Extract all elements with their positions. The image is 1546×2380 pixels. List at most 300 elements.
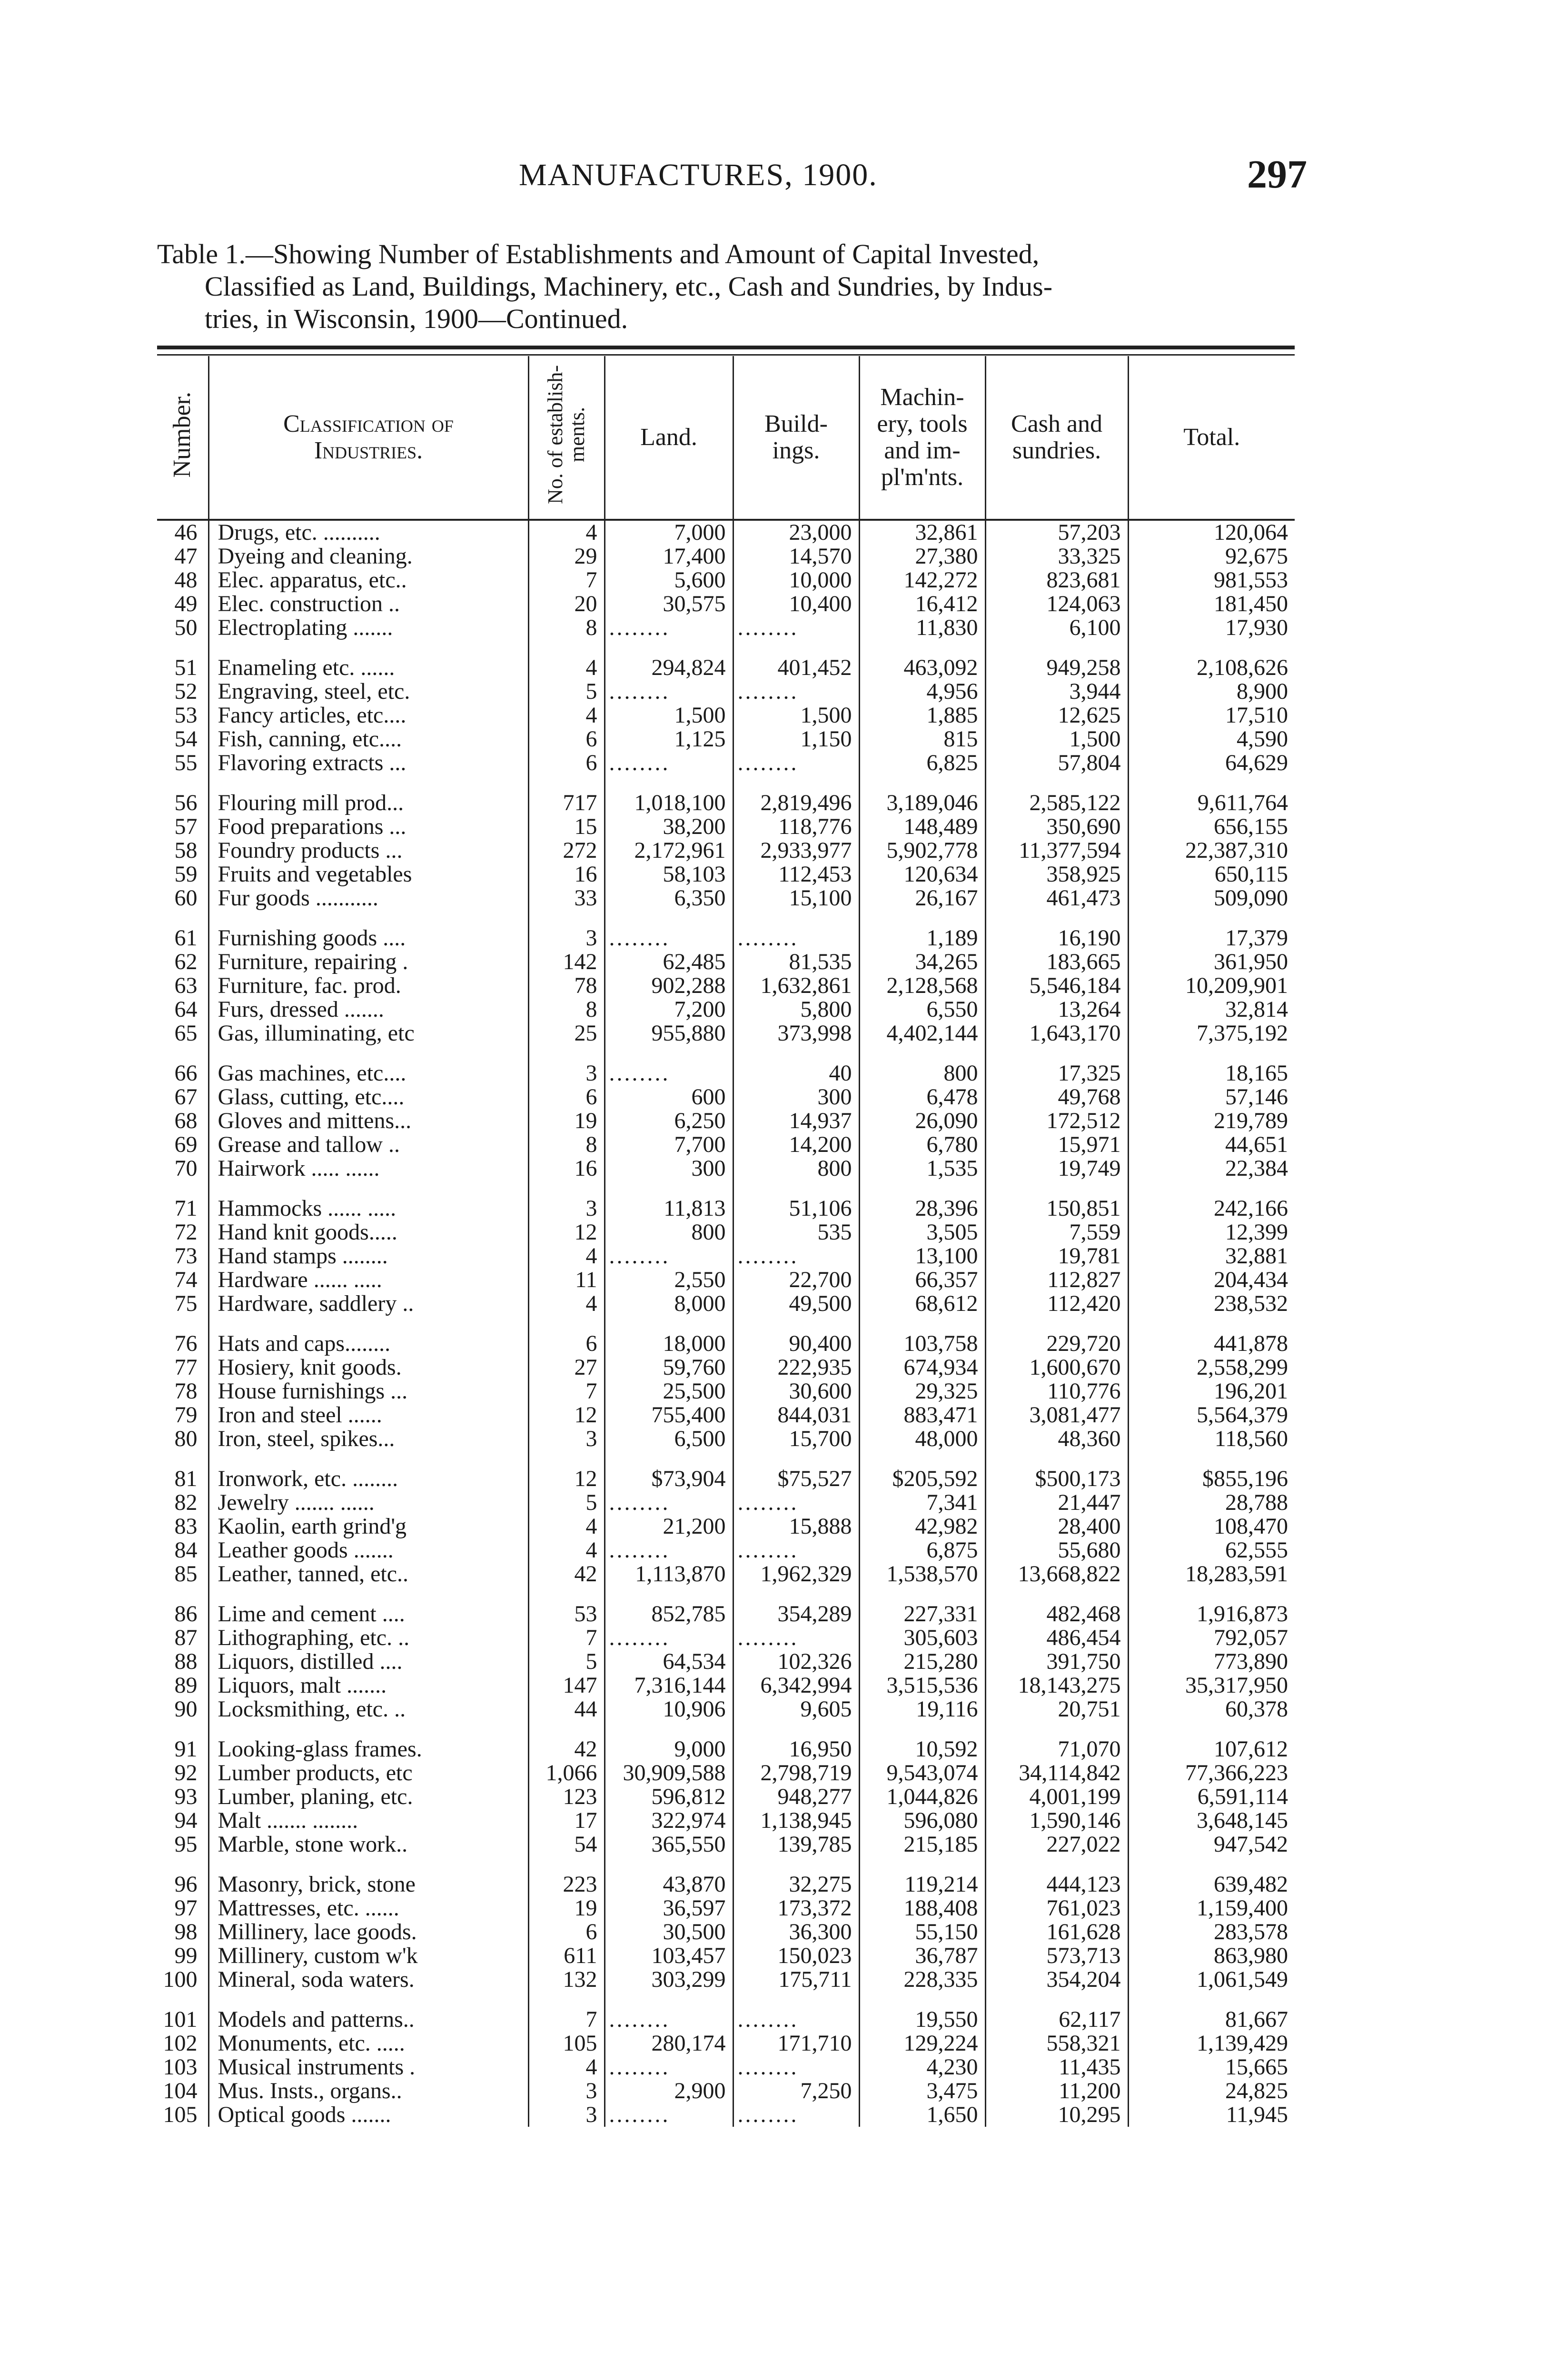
row-number: 48 [174,568,198,592]
cash-value: 18,143,275 [985,1674,1128,1697]
table-row [157,1896,1295,1920]
cash-value: 761,023 [985,1896,1128,1920]
establishments: 3 [528,910,605,950]
cash-value: 3,081,477 [985,1403,1128,1427]
col-classification-header: Classification of Industries. [208,356,528,520]
land-value: 1,113,870 [605,1562,733,1586]
table-row [157,1538,1295,1562]
row-number: 102 [163,2032,198,2055]
buildings-value: 2,798,719 [733,1761,859,1785]
total-value: 2,108,626 [1128,640,1295,680]
machinery-value: 4,402,144 [859,1021,985,1045]
establishments: 4 [528,1244,605,1268]
row-number: 99 [174,1944,198,1968]
table-row [157,1021,1295,1045]
cash-value: 7,559 [985,1220,1128,1244]
land-value: 1,500 [605,704,733,727]
buildings-value: 7,250 [733,2079,859,2103]
table-row [157,1697,1295,1721]
cash-value: 17,325 [985,1045,1128,1085]
establishments: 8 [528,1133,605,1157]
total-value: 9,611,764 [1128,775,1295,815]
land-value: 955,880 [605,1021,733,1045]
buildings-value: $75,527 [733,1451,859,1491]
industry-name: Dyeing and cleaning. [208,545,528,568]
machinery-value: 32,861 [859,520,985,545]
land-value: 58,103 [605,863,733,886]
land-value: 300 [605,1157,733,1180]
establishments: 223 [528,1856,605,1896]
col-machinery-header: Machin- ery, tools and im- pl'm'nts. [859,356,985,520]
land-value: ........ [605,2055,733,2079]
land-value: 36,597 [605,1896,733,1920]
table-row [157,775,1295,815]
industry-name: Leather goods ....... [208,1538,528,1562]
total-value: 64,629 [1128,751,1295,775]
land-value: 303,299 [605,1968,733,1992]
industry-name: Hammocks ...... ..... [208,1180,528,1220]
total-value: 242,166 [1128,1180,1295,1220]
buildings-value: 15,888 [733,1515,859,1538]
buildings-value: 401,452 [733,640,859,680]
page-number: 297 [1247,152,1307,197]
land-value: 2,550 [605,1268,733,1292]
total-value: 22,387,310 [1128,839,1295,863]
row-number: 78 [174,1379,198,1403]
industry-name: Mattresses, etc. ...... [208,1896,528,1920]
col-land-header: Land. [605,356,733,520]
cash-value: 558,321 [985,2032,1128,2055]
establishments: 3 [528,1427,605,1451]
total-value: 57,146 [1128,1085,1295,1109]
industry-name: Furnishing goods .... [208,910,528,950]
table-row [157,1992,1295,2032]
land-value: 9,000 [605,1721,733,1761]
total-value: 28,788 [1128,1491,1295,1515]
total-value: 17,379 [1128,910,1295,950]
machinery-value: 305,603 [859,1626,985,1650]
establishments: 4 [528,2055,605,2079]
row-number: 66 [174,1061,198,1085]
industry-name: Fancy articles, etc.... [208,704,528,727]
land-value: 62,485 [605,950,733,974]
establishments: 4 [528,640,605,680]
land-value: 103,457 [605,1944,733,1968]
table-row [157,1920,1295,1944]
table-row [157,1268,1295,1292]
cash-value: 444,123 [985,1856,1128,1896]
establishments: 105 [528,2032,605,2055]
row-number: 61 [174,925,198,950]
establishments: 7 [528,1379,605,1403]
row-number: 97 [174,1896,198,1920]
row-number: 76 [174,1331,198,1356]
industry-name: Foundry products ... [208,839,528,863]
land-value: 596,812 [605,1785,733,1809]
industry-name: Fruits and vegetables [208,863,528,886]
machinery-value: 3,189,046 [859,775,985,815]
buildings-value: ........ [733,1992,859,2032]
machinery-value: 1,189 [859,910,985,950]
total-value: 2,558,299 [1128,1356,1295,1379]
machinery-value: 26,167 [859,886,985,910]
table-row [157,568,1295,592]
col-cash-header: Cash and sundries. [985,356,1128,520]
col-total-header: Total. [1128,356,1295,520]
machinery-value: 9,543,074 [859,1761,985,1785]
industry-name: Kaolin, earth grind'g [208,1515,528,1538]
cash-value: 19,749 [985,1157,1128,1180]
caption-line-1: Table 1.—Showing Number of Establishments and Amount of Capital Invested, [157,238,1040,269]
total-value: 81,667 [1128,1992,1295,2032]
machinery-value: 36,787 [859,1944,985,1968]
table-row [157,592,1295,616]
total-value: 62,555 [1128,1538,1295,1562]
industry-name: Musical instruments . [208,2055,528,2079]
industry-name: Furniture, repairing . [208,950,528,974]
buildings-value: 1,632,861 [733,974,859,998]
industry-name: Food preparations ... [208,815,528,839]
row-number: 47 [174,545,198,568]
table-row [157,1109,1295,1133]
establishments: 132 [528,1968,605,1992]
row-number: 92 [174,1761,198,1785]
land-value: ........ [605,2103,733,2127]
page-header [0,152,1546,209]
buildings-value: 535 [733,1220,859,1244]
establishments: 4 [528,704,605,727]
machinery-value: $205,592 [859,1451,985,1491]
machinery-value: 120,634 [859,863,985,886]
machinery-value: 6,478 [859,1085,985,1109]
machinery-value: 34,265 [859,950,985,974]
cash-value: 4,001,199 [985,1785,1128,1809]
cash-value: 15,971 [985,1133,1128,1157]
establishments: 5 [528,1650,605,1674]
machinery-value: 42,982 [859,1515,985,1538]
establishments: 3 [528,2103,605,2127]
establishments: 29 [528,545,605,568]
total-value: 17,930 [1128,616,1295,640]
land-value: 38,200 [605,815,733,839]
col-establishments-header: No. of establish- ments. [528,356,605,520]
establishments: 78 [528,974,605,998]
cash-value: 150,851 [985,1180,1128,1220]
land-value: 7,700 [605,1133,733,1157]
cash-value: 949,258 [985,640,1128,680]
land-value: 800 [605,1220,733,1244]
buildings-value: ........ [733,751,859,775]
row-number: 93 [174,1785,198,1809]
buildings-value: ........ [733,1491,859,1515]
land-value: ........ [605,1491,733,1515]
table-row [157,1316,1295,1356]
machinery-value: 1,885 [859,704,985,727]
total-value: 947,542 [1128,1833,1295,1856]
buildings-value: 354,289 [733,1586,859,1626]
industry-name: Monuments, etc. ..... [208,2032,528,2055]
establishments: 33 [528,886,605,910]
establishments: 5 [528,1491,605,1515]
industry-name: Engraving, steel, etc. [208,680,528,704]
table-row [157,1856,1295,1896]
row-number: 87 [174,1626,198,1650]
buildings-value: 32,275 [733,1856,859,1896]
land-value: ........ [605,616,733,640]
table-row [157,950,1295,974]
machinery-value: 11,830 [859,616,985,640]
industry-name: Millinery, custom w'k [208,1944,528,1968]
machinery-value: 19,116 [859,1697,985,1721]
buildings-value: ........ [733,2055,859,2079]
industry-name: Gloves and mittens... [208,1109,528,1133]
cash-value: 57,804 [985,751,1128,775]
cash-value: 62,117 [985,1992,1128,2032]
total-value: 1,061,549 [1128,1968,1295,1992]
header-row [157,356,1295,520]
buildings-value: 30,600 [733,1379,859,1403]
machinery-value: 6,825 [859,751,985,775]
row-number: 86 [174,1601,198,1626]
industry-name: Mus. Insts., organs.. [208,2079,528,2103]
total-value: 196,201 [1128,1379,1295,1403]
total-value: $855,196 [1128,1451,1295,1491]
establishments: 19 [528,1896,605,1920]
land-value: 280,174 [605,2032,733,2055]
land-value: 30,500 [605,1920,733,1944]
establishments: 16 [528,1157,605,1180]
total-value: 656,155 [1128,815,1295,839]
cash-value: 33,325 [985,545,1128,568]
industry-name: Liquors, malt ....... [208,1674,528,1697]
cash-value: 823,681 [985,568,1128,592]
row-number: 74 [174,1268,198,1292]
buildings-value: 16,950 [733,1721,859,1761]
machinery-value: 3,515,536 [859,1674,985,1697]
total-value: 10,209,901 [1128,974,1295,998]
table-row [157,520,1295,545]
table-row [157,1674,1295,1697]
industry-name: Marble, stone work.. [208,1833,528,1856]
buildings-value: 5,800 [733,998,859,1021]
table-row [157,2032,1295,2055]
machinery-value: 6,550 [859,998,985,1021]
row-number: 50 [174,616,198,640]
total-value: 238,532 [1128,1292,1295,1316]
land-value: ........ [605,751,733,775]
table-row [157,680,1295,704]
table-row [157,1626,1295,1650]
land-value: 6,350 [605,886,733,910]
caption-line-2: Classified as Land, Buildings, Machinery, etc., Cash and Sundries, by Indus- [205,271,1053,302]
buildings-value: 49,500 [733,1292,859,1316]
cash-value: $500,173 [985,1451,1128,1491]
establishments: 54 [528,1833,605,1856]
total-value: 32,881 [1128,1244,1295,1268]
row-number: 88 [174,1650,198,1674]
establishments: 4 [528,1515,605,1538]
total-value: 283,578 [1128,1920,1295,1944]
total-value: 35,317,950 [1128,1674,1295,1697]
cash-value: 71,070 [985,1721,1128,1761]
machinery-value: 6,875 [859,1538,985,1562]
establishments: 147 [528,1674,605,1697]
land-value: 1,125 [605,727,733,751]
land-value: ........ [605,1045,733,1085]
establishments: 142 [528,950,605,974]
industry-name: Fish, canning, etc.... [208,727,528,751]
row-number: 60 [174,886,198,910]
table-row [157,1045,1295,1085]
machinery-value: 68,612 [859,1292,985,1316]
establishments: 4 [528,520,605,545]
machinery-value: 129,224 [859,2032,985,2055]
buildings-value: 118,776 [733,815,859,839]
establishments: 16 [528,863,605,886]
machinery-value: 48,000 [859,1427,985,1451]
table-row [157,863,1295,886]
cash-value: 20,751 [985,1697,1128,1721]
buildings-value: 1,150 [733,727,859,751]
table-row [157,839,1295,863]
cash-value: 11,200 [985,2079,1128,2103]
row-number: 72 [174,1220,198,1244]
buildings-value: 23,000 [733,520,859,545]
machinery-value: 66,357 [859,1268,985,1292]
buildings-value: 36,300 [733,1920,859,1944]
row-number: 81 [174,1466,198,1491]
table-row [157,910,1295,950]
buildings-value: 948,277 [733,1785,859,1809]
total-value: 361,950 [1128,950,1295,974]
industry-name: Electroplating ....... [208,616,528,640]
table-row [157,2079,1295,2103]
land-value: 7,200 [605,998,733,1021]
establishments: 53 [528,1586,605,1626]
table-row [157,1292,1295,1316]
row-number: 67 [174,1085,198,1109]
cash-value: 1,500 [985,727,1128,751]
buildings-value: 139,785 [733,1833,859,1856]
cash-value: 12,625 [985,704,1128,727]
cash-value: 6,100 [985,616,1128,640]
cash-value: 161,628 [985,1920,1128,1944]
row-number: 80 [174,1427,198,1451]
industry-name: Lumber, planing, etc. [208,1785,528,1809]
table-row [157,815,1295,839]
establishments: 5 [528,680,605,704]
land-value: 322,974 [605,1809,733,1833]
buildings-value: ........ [733,616,859,640]
cash-value: 5,546,184 [985,974,1128,998]
establishments: 8 [528,998,605,1021]
land-value: 7,316,144 [605,1674,733,1697]
machinery-value: 16,412 [859,592,985,616]
machinery-value: 215,185 [859,1833,985,1856]
machinery-value: 103,758 [859,1316,985,1356]
table-row [157,1968,1295,1992]
industry-name: Glass, cutting, etc.... [208,1085,528,1109]
land-value: ........ [605,910,733,950]
buildings-value: 9,605 [733,1697,859,1721]
industry-name: Elec. apparatus, etc.. [208,568,528,592]
table-row [157,1427,1295,1451]
col-buildings-header: Build- ings. [733,356,859,520]
cash-value: 34,114,842 [985,1761,1128,1785]
land-value: 30,909,588 [605,1761,733,1785]
industry-name: Drugs, etc. .......... [208,520,528,545]
establishments: 1,066 [528,1761,605,1785]
running-title: MANUFACTURES, 1900. [519,158,878,192]
row-number: 89 [174,1674,198,1697]
buildings-value: 10,000 [733,568,859,592]
machinery-value: 6,780 [859,1133,985,1157]
establishments: 12 [528,1403,605,1427]
land-value: ........ [605,1538,733,1562]
establishments: 6 [528,1316,605,1356]
industry-name: Elec. construction .. [208,592,528,616]
land-value: 10,906 [605,1697,733,1721]
total-value: 639,482 [1128,1856,1295,1896]
cash-value: 573,713 [985,1944,1128,1968]
land-value: ........ [605,1244,733,1268]
total-value: 4,590 [1128,727,1295,751]
machinery-value: 228,335 [859,1968,985,1992]
establishments: 12 [528,1220,605,1244]
machinery-value: 1,538,570 [859,1562,985,1586]
cash-value: 10,295 [985,2103,1128,2127]
row-number: 84 [174,1538,198,1562]
table-row [157,1586,1295,1626]
buildings-value: 6,342,994 [733,1674,859,1697]
cash-value: 57,203 [985,520,1128,545]
industry-name: Hardware, saddlery .. [208,1292,528,1316]
total-value: 44,651 [1128,1133,1295,1157]
industry-name: Gas, illuminating, etc [208,1021,528,1045]
row-number: 75 [174,1292,198,1316]
total-value: 18,283,591 [1128,1562,1295,1586]
total-value: 204,434 [1128,1268,1295,1292]
table-row [157,1809,1295,1833]
table-row [157,1491,1295,1515]
cash-value: 227,022 [985,1833,1128,1856]
industry-name: Grease and tallow .. [208,1133,528,1157]
row-number: 100 [163,1968,198,1992]
machinery-value: 227,331 [859,1586,985,1626]
establishments: 611 [528,1944,605,1968]
cash-value: 49,768 [985,1085,1128,1109]
table-caption [157,238,1309,335]
table-top-rule [157,346,1295,349]
total-value: 12,399 [1128,1220,1295,1244]
industry-name: Iron and steel ...... [208,1403,528,1427]
machinery-value: 142,272 [859,568,985,592]
machinery-value: 148,489 [859,815,985,839]
cash-value: 354,204 [985,1968,1128,1992]
buildings-value: 2,933,977 [733,839,859,863]
land-value: 1,018,100 [605,775,733,815]
industry-name: Lumber products, etc [208,1761,528,1785]
establishments: 7 [528,1992,605,2032]
total-value: 108,470 [1128,1515,1295,1538]
total-value: 1,916,873 [1128,1586,1295,1626]
buildings-value: 1,500 [733,704,859,727]
buildings-value: 10,400 [733,592,859,616]
cash-value: 350,690 [985,815,1128,839]
row-number: 104 [163,2079,198,2103]
industry-name: Lime and cement .... [208,1586,528,1626]
table-row [157,1133,1295,1157]
